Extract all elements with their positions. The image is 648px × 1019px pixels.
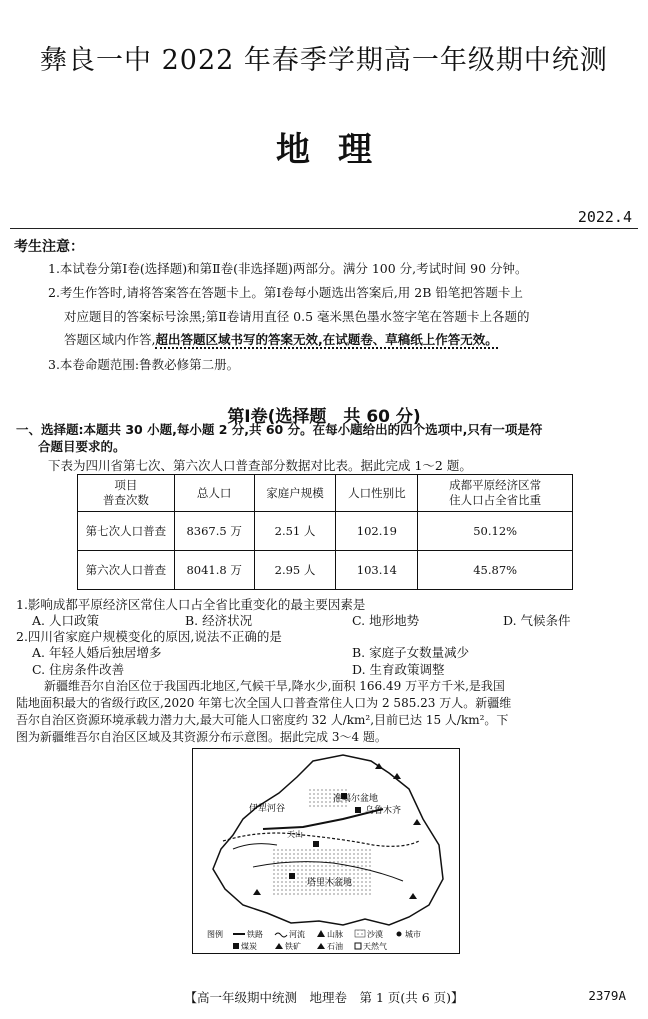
map-legend [207,929,421,951]
table-header-cell: 人口性别比 [336,475,418,512]
table-cell: 8367.5 万 [174,512,254,551]
table-row [78,551,573,590]
legend-mountain: 山脉 [327,930,343,939]
section-description-cont: 合题目要求的。 [38,439,126,454]
legend-river-swatch [275,933,287,937]
census-table [77,474,573,590]
question-1: 1.影响成都平原经济区常住人口占全省比重变化的最主要因素是 [16,597,366,612]
map-figure [193,749,459,953]
legend-mountain-swatch [317,930,325,937]
paper-code: 2379A [588,988,626,1003]
legend-oil: 石油 [327,942,343,951]
legend-desert-swatch [355,930,365,937]
table-cell: 第七次人口普查 [78,512,175,551]
section-description: 一、选择题:本题共 30 小题,每小题 2 分,共 60 分。在每小题给出的四个选项中,只有一项是符 [16,422,543,437]
label-tarim: 塔里木盆地 [307,878,353,888]
q1-option-c: C. 地形地势 [352,613,420,628]
table-header-cell: 成都平原经济区常 住人口占全省比重 [418,475,573,512]
legend-coal-swatch [233,943,239,949]
table-cell: 2.95 人 [254,551,336,590]
page-footer: 【高一年级期中统测 地理卷 第 1 页(共 6 页)】 [184,990,464,1005]
question-2: 2.四川省家庭户规模变化的原因,说法不正确的是 [16,629,282,644]
legend-coal: 煤炭 [241,942,257,951]
table-row [78,512,573,551]
table-intro: 下表为四川省第七次、第六次人口普查部分数据对比表。据此完成 1～2 题。 [48,458,472,473]
city-marker [313,841,319,847]
notice-item-2: 2.考生作答时,请将答案答在答题卡上。第Ⅰ卷每小题选出答案后,用 2B 铅笔把答题卡上 [48,285,523,300]
exam-date: 2022.4 [577,208,632,226]
table-header-cell: 总人口 [174,475,254,512]
legend-oil-swatch [317,943,325,949]
passage-line-2: 陆地面积最大的省级行政区,2020 年第七次全国人口普查常住人口为 2 585.23 万人。新疆维 [16,696,512,710]
q2-option-c: C. 住房条件改善 [32,662,125,677]
passage-line-3: 吾尔自治区资源环境承载力潜力大,最大可能人口密度约 32 人/km²,目前已达 15 人/km²。下 [16,713,509,727]
table-cell: 45.87% [418,551,573,590]
legend-desert: 沙漠 [367,930,383,939]
exam-title: 彝良一中 2022 年春季学期高一年级期中统测 [40,45,608,76]
q2-option-b: B. 家庭子女数量减少 [352,645,470,660]
header-divider [10,228,638,229]
table-header-cell: 家庭户规模 [254,475,336,512]
legend-river: 河流 [289,930,305,939]
legend-city-swatch [397,932,402,937]
notice-item-2-cont: 对应题目的答案标号涂黑;第Ⅱ卷请用直径 0.5 毫米黑色墨水签字笔在答题卡上各题的 [64,309,530,324]
table-header-row [78,475,573,512]
label-yili: 伊犁河谷 [249,804,286,814]
oil-marker [393,773,401,779]
legend-gas-swatch [355,943,361,949]
xinjiang-map [192,748,460,954]
table-cell: 50.12% [418,512,573,551]
label-tianshan: 天山 [287,830,303,839]
q2-option-d: D. 生育政策调整 [352,662,445,677]
section-title: 第Ⅰ卷(选择题 共 60 分) [227,407,421,427]
subject-title: 地理 [276,130,400,170]
notice-item-2-cont2 [64,331,498,349]
passage-line-4: 图为新疆维吾尔自治区区域及其资源分布示意图。据此完成 3～4 题。 [16,730,387,744]
notice-item-2-plain: 答题区域内作答, [64,332,156,347]
legend-city: 城市 [405,930,421,939]
legend-gas: 天然气 [363,942,387,951]
city-marker [355,807,361,813]
legend-railway: 铁路 [247,930,263,939]
table-cell: 8041.8 万 [174,551,254,590]
table-cell: 102.19 [336,512,418,551]
legend-title: 图例 [207,930,223,939]
notice-heading: 考生注意： [14,239,84,255]
q1-option-b: B. 经济状况 [185,613,253,628]
legend-iron: 铁矿 [285,942,301,951]
table-cell: 103.14 [336,551,418,590]
label-junggar: 准噶尔盆地 [333,794,379,804]
desert-area [273,849,373,895]
notice-item-2-emphasis: 超出答题区域书写的答案无效,在试题卷、草稿纸上作答无效。 [155,332,498,347]
region-outline [213,755,443,925]
q1-option-d: D. 气候条件 [503,613,571,628]
table-cell: 第六次人口普查 [78,551,175,590]
q2-option-a: A. 年轻人婚后独居增多 [32,645,162,660]
city-marker [289,873,295,879]
legend-iron-swatch [275,943,283,949]
notice-item-1: 1.本试卷分第Ⅰ卷(选择题)和第Ⅱ卷(非选择题)两部分。满分 100 分,考试时间 90 分钟。 [48,261,528,276]
notice-item-3: 3.本卷命题范围:鲁教必修第二册。 [48,357,240,372]
q1-option-a: A. 人口政策 [32,613,99,628]
table-header-cell: 项目 普查次数 [78,475,175,512]
label-urumqi: 乌鲁木齐 [365,806,402,816]
passage-line-1: 新疆维吾尔自治区位于我国西北地区,气候干旱,降水少,面积 166.49 万平方千米,是我国 [44,679,505,693]
table-cell: 2.51 人 [254,512,336,551]
